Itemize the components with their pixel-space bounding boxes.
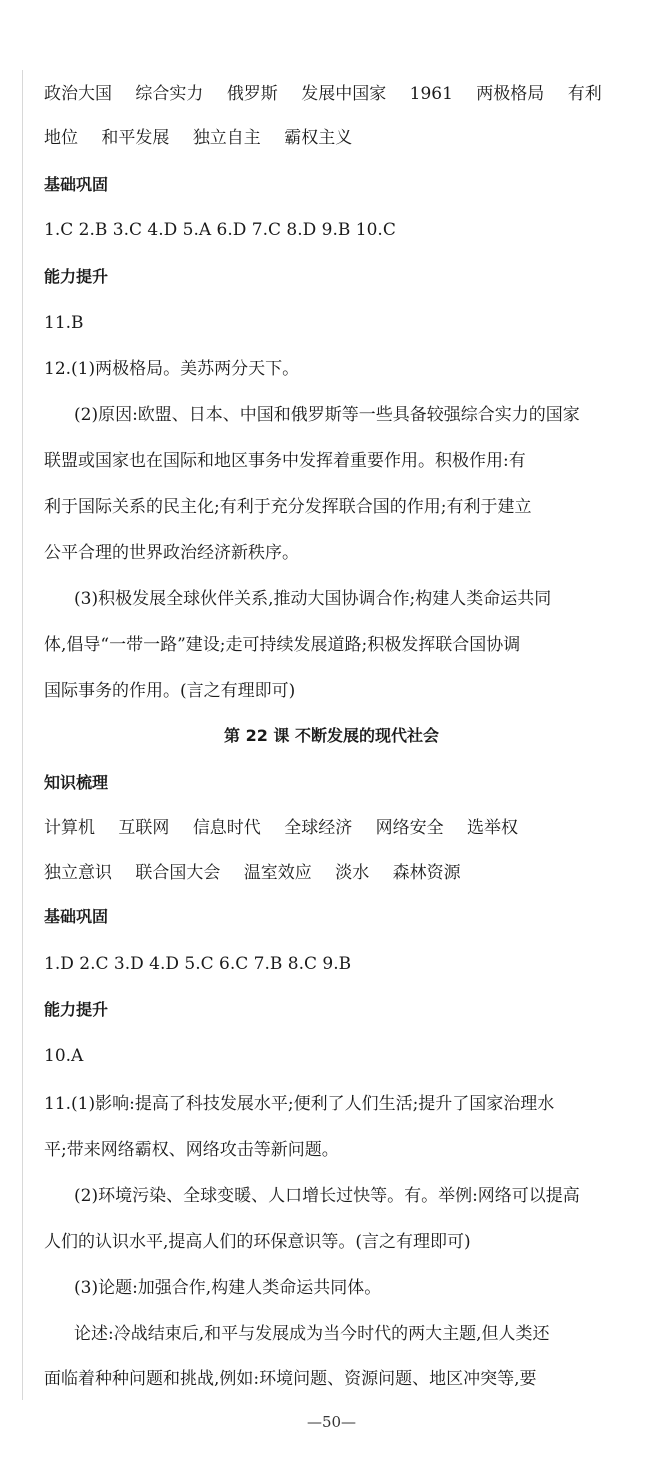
answer-q11-3: (3)论题:加强合作,构建人类命运共同体。 xyxy=(74,1278,382,1298)
knowledge-words-line-1 xyxy=(44,816,644,840)
answer-q12-3-line: 国际事务的作用。(言之有理即可) xyxy=(44,681,296,701)
answer-q11-1-line: 平;带来网络霸权、网络攻击等新问题。 xyxy=(44,1140,339,1160)
answer-q12-2-line: 联盟或国家也在国际和地区事务中发挥着重要作用。积极作用:有 xyxy=(44,451,526,471)
word: 网络安全 xyxy=(375,818,444,838)
answer-q10: 10.A xyxy=(44,1046,84,1066)
word: 两极格局 xyxy=(476,84,545,104)
word: 选举权 xyxy=(467,818,519,838)
answer-q12-2-line: 公平合理的世界政治经济新秩序。 xyxy=(44,543,299,563)
word: 霸权主义 xyxy=(284,128,353,148)
answer-q12-2-line: 利于国际关系的民主化;有利于充分发挥联合国的作用;有利于建立 xyxy=(44,497,532,517)
page-number: —50— xyxy=(306,1413,357,1431)
word: 淡水 xyxy=(335,863,370,883)
word: 独立自主 xyxy=(192,128,261,148)
word: 独立意识 xyxy=(44,863,112,883)
lesson-title: 第 22 课 不断发展的现代社会 xyxy=(224,726,439,745)
word: 地位 xyxy=(44,128,78,148)
answer-q12-3-line: (3)积极发展全球伙伴关系,推动大国协调合作;构建人类命运共同 xyxy=(74,589,552,609)
section-heading-basic-2: 基础巩固 xyxy=(44,907,109,926)
basic-answers-2: 1.D 2.C 3.D 4.D 5.C 6.C 7.B 8.C 9.B xyxy=(44,954,352,974)
answer-q11-4-line: 论述:冷战结束后,和平与发展成为当今时代的两大主题,但人类还 xyxy=(74,1324,550,1344)
word: 互联网 xyxy=(118,818,170,838)
answer-q11-2-line: (2)环境污染、全球变暖、人口增长过快等。有。举例:网络可以提高 xyxy=(74,1186,580,1206)
answer-q12-3-line: 体,倡导“一带一路”建设;走可持续发展道路;积极发挥联合国协调 xyxy=(44,635,521,655)
section-heading-basic: 基础巩固 xyxy=(44,175,109,194)
review-words-line-1 xyxy=(44,82,644,106)
knowledge-words-line-2 xyxy=(44,861,644,885)
word: 森林资源 xyxy=(392,863,461,883)
word: 信息时代 xyxy=(192,818,261,838)
word: 政治大国 xyxy=(44,84,112,104)
answer-q12-2-line: (2)原因:欧盟、日本、中国和俄罗斯等一些具备较强综合实力的国家 xyxy=(74,405,580,425)
word: 全球经济 xyxy=(284,818,353,838)
answer-q11: 11.B xyxy=(44,313,84,333)
word: 联合国大会 xyxy=(135,863,221,883)
answer-q12-1: 12.(1)两极格局。美苏两分天下。 xyxy=(44,359,300,379)
answer-q11-2-line: 人们的认识水平,提高人们的环保意识等。(言之有理即可) xyxy=(44,1232,471,1252)
word: 温室效应 xyxy=(243,863,312,883)
basic-answers: 1.C 2.B 3.C 4.D 5.A 6.D 7.C 8.D 9.B 10.C xyxy=(44,220,396,240)
answer-q11-1-line: 11.(1)影响:提高了科技发展水平;便利了人们生活;提升了国家治理水 xyxy=(44,1094,555,1114)
word: 和平发展 xyxy=(101,128,170,148)
section-heading-knowledge: 知识梳理 xyxy=(44,773,109,792)
section-heading-ability-2: 能力提升 xyxy=(44,1000,109,1019)
word: 有利 xyxy=(567,84,602,104)
answer-q11-4-line: 面临着种种问题和挑战,例如:环境问题、资源问题、地区冲突等,要 xyxy=(44,1369,537,1389)
word: 俄罗斯 xyxy=(226,84,278,104)
word: 综合实力 xyxy=(135,84,204,104)
review-words-line-2 xyxy=(44,126,644,150)
section-heading-ability: 能力提升 xyxy=(44,267,109,286)
word: 1961 xyxy=(409,84,453,104)
word: 发展中国家 xyxy=(301,84,387,104)
word: 计算机 xyxy=(44,818,95,838)
